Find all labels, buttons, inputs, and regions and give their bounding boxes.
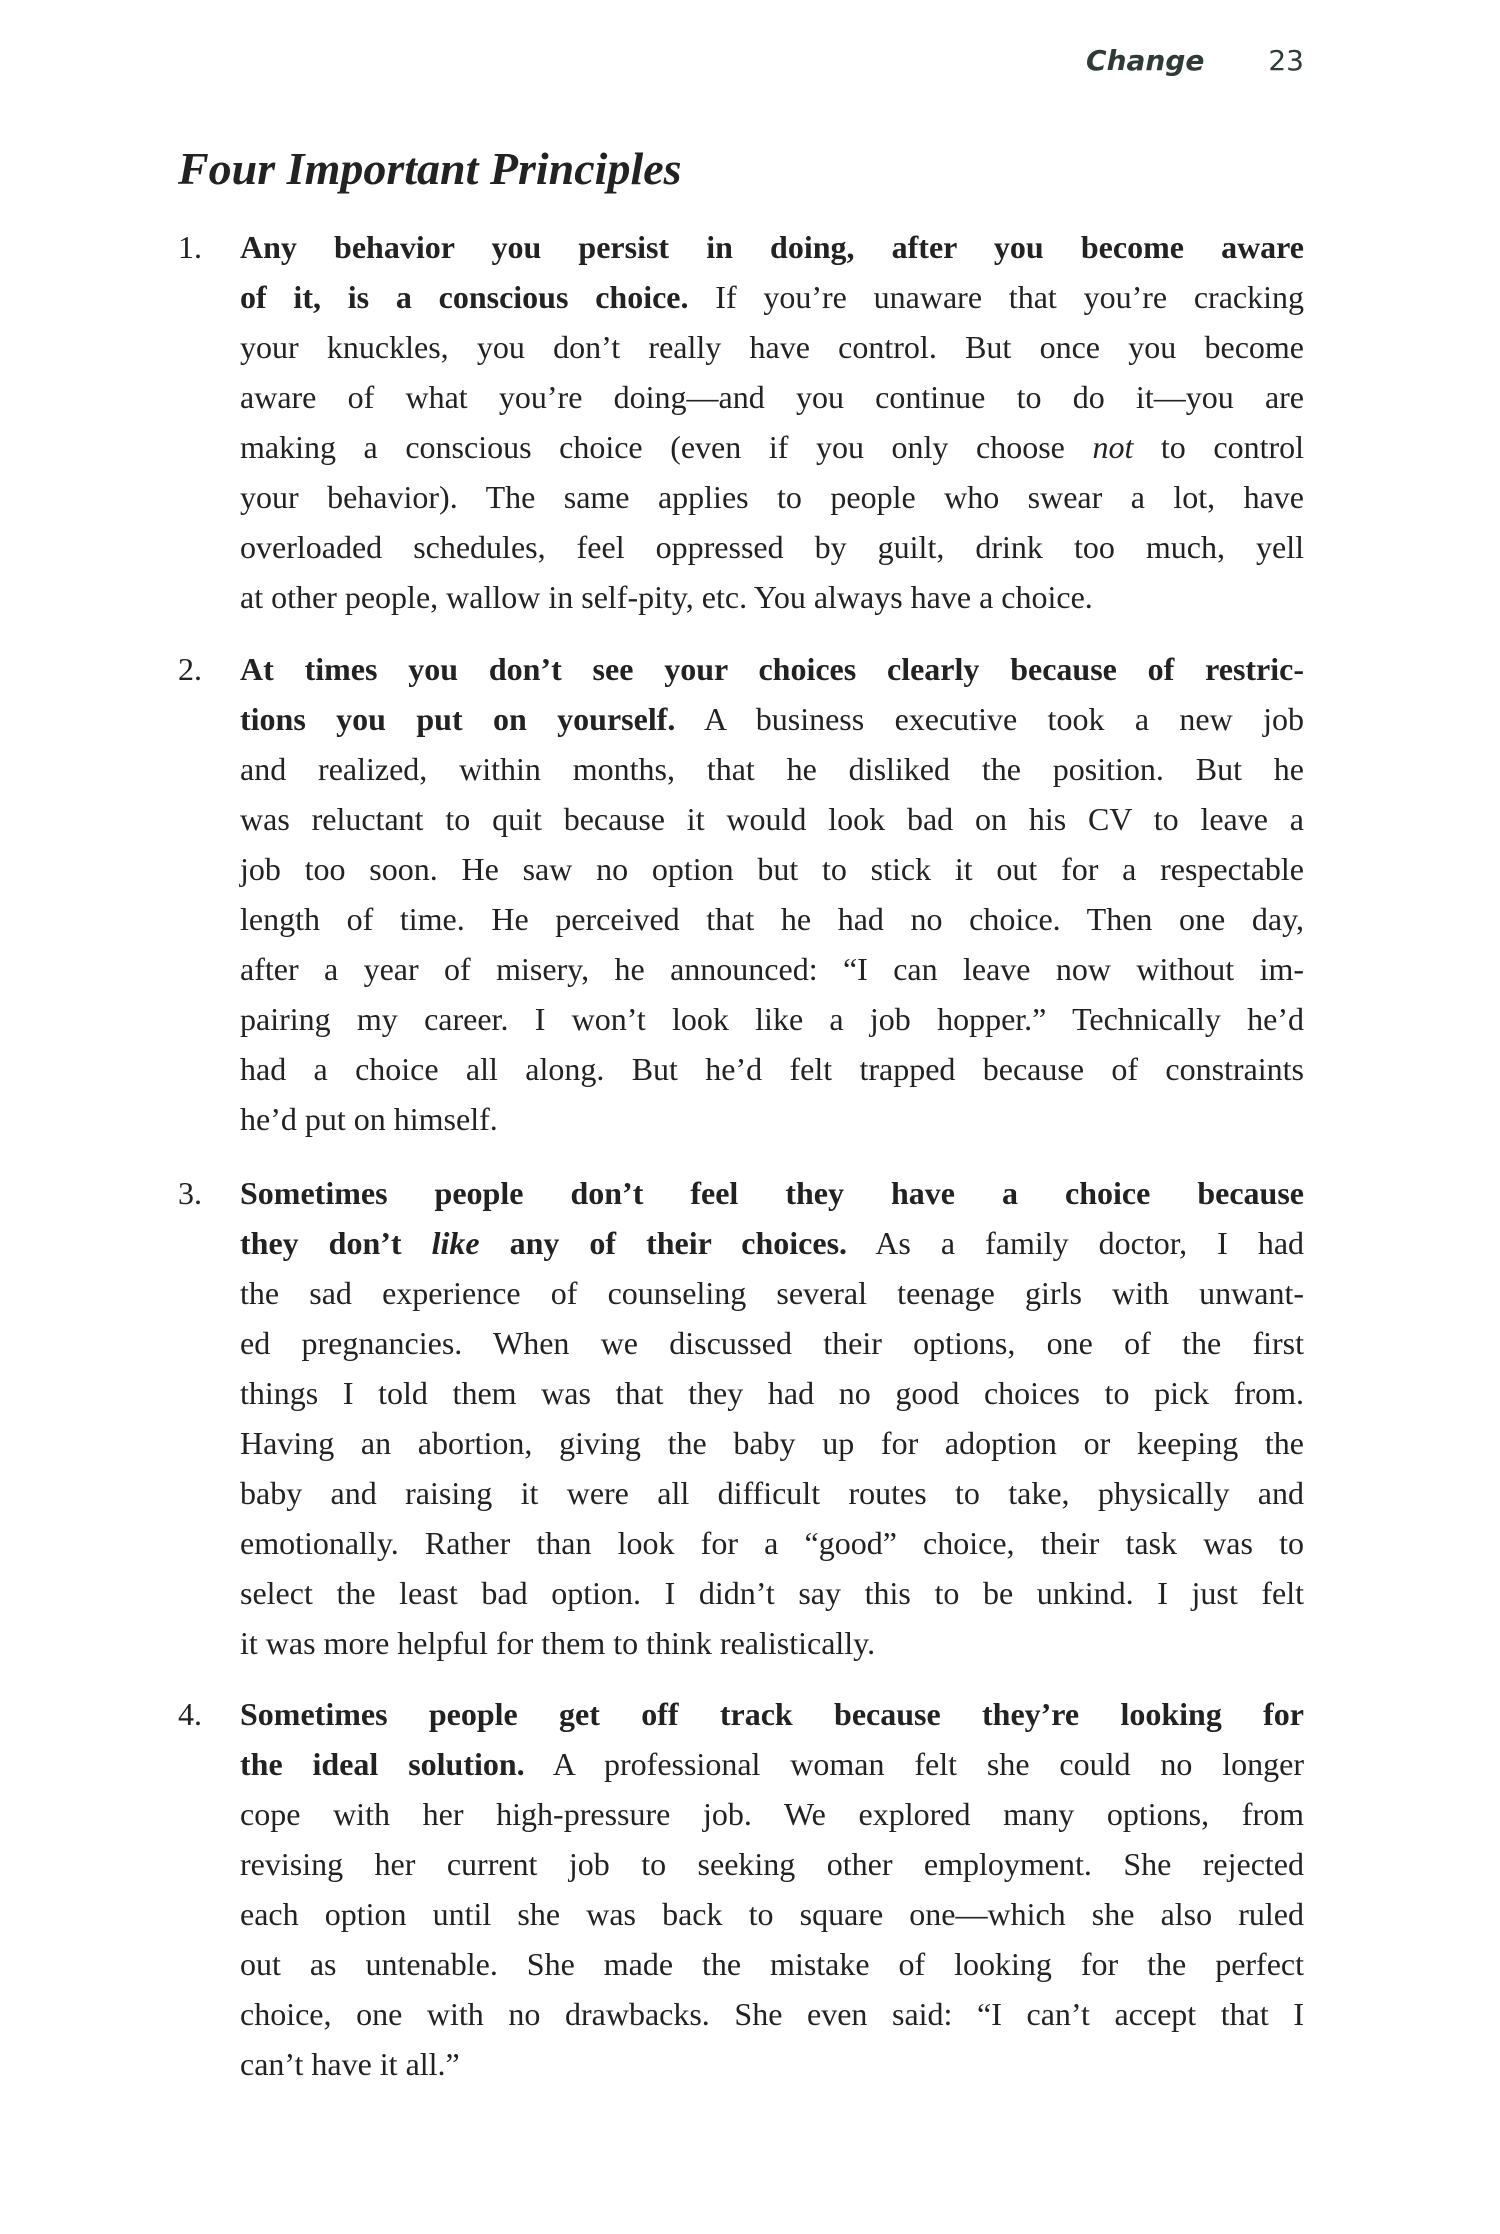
text-line — [240, 944, 1304, 994]
body-text: If you’re unaware that you’re cracking — [688, 279, 1305, 315]
body-text: revising her current job to seeking other employment. She rejected — [240, 1846, 1304, 1882]
emphasis-text: any of their choices. — [479, 1225, 848, 1261]
body-text: out as untenable. She made the mistake of looking for the perfect — [240, 1946, 1304, 1982]
text-line — [240, 1218, 1304, 1268]
body-text: pairing my career. I won’t look like a job hopper.” Technically he’d — [240, 1001, 1304, 1037]
emphasis-text: At times you don’t see your choices clearly because of restric- — [240, 651, 1304, 687]
body-text: job too soon. He saw no option but to stick it out for a respectable — [240, 851, 1304, 887]
text-line — [240, 694, 1304, 744]
text-line — [240, 1689, 1304, 1739]
body-text: select the least bad option. I didn’t say this to be unkind. I just felt — [240, 1575, 1304, 1611]
text-line — [240, 2039, 1304, 2089]
text-line — [240, 1094, 1304, 1144]
list-number: 3. — [178, 1175, 202, 1211]
text-line — [240, 994, 1304, 1044]
body-text: making a conscious choice (even if you only choose — [240, 429, 1093, 465]
text-line — [240, 272, 1304, 322]
emphasis-text: like — [431, 1225, 480, 1261]
running-header — [1086, 44, 1304, 77]
text-line — [240, 422, 1304, 472]
text-line — [240, 1418, 1304, 1468]
text-line — [240, 1739, 1304, 1789]
emphasis-text: they don’t — [240, 1225, 432, 1261]
text-line — [240, 1468, 1304, 1518]
body-text: A business executive took a new job — [675, 701, 1305, 737]
body-text: Having an abortion, giving the baby up for adoption or keeping the — [240, 1425, 1304, 1461]
emphasis-text: Any behavior you persist in doing, after you become aware — [240, 229, 1304, 265]
text-line — [240, 1518, 1304, 1568]
body-text: length of time. He perceived that he had no choice. Then one day, — [240, 901, 1304, 937]
body-text: A professional woman felt she could no longer — [524, 1746, 1304, 1782]
body-text: the sad experience of counseling several teenage girls with unwant- — [240, 1275, 1304, 1311]
text-line — [240, 1839, 1304, 1889]
body-text: he’d put on himself. — [240, 1101, 498, 1137]
text-line — [240, 844, 1304, 894]
text-line — [240, 322, 1304, 372]
text-line — [240, 1168, 1304, 1218]
text-line — [240, 1568, 1304, 1618]
text-line — [240, 1789, 1304, 1839]
text-line — [240, 1368, 1304, 1418]
body-text: As a family doctor, I had — [847, 1225, 1305, 1261]
body-text: at other people, wallow in self-pity, etc. You always have a choice. — [240, 579, 1093, 615]
body-text: emotionally. Rather than look for a “good” choice, their task was to — [240, 1525, 1304, 1561]
text-line — [240, 1889, 1304, 1939]
body-text: your behavior). The same applies to people who swear a lot, have — [240, 479, 1304, 515]
text-line — [240, 1268, 1304, 1318]
body-text: choice, one with no drawbacks. She even said: “I can’t accept that I — [240, 1996, 1304, 2032]
body-text: each option until she was back to square one—which she also ruled — [240, 1896, 1304, 1932]
emphasis-text: the ideal solution. — [240, 1746, 525, 1782]
list-number: 4. — [178, 1696, 202, 1732]
text-line — [240, 744, 1304, 794]
text-line — [240, 894, 1304, 944]
text-line — [240, 1618, 1304, 1668]
section-title: Change — [1086, 44, 1205, 77]
body-text: your knuckles, you don’t really have control. But once you become — [240, 329, 1304, 365]
body-text: was reluctant to quit because it would look bad on his CV to leave a — [240, 801, 1304, 837]
text-line — [240, 572, 1304, 622]
section-heading: Four Important Principles — [178, 143, 682, 194]
text-line — [240, 794, 1304, 844]
principle-2 — [178, 644, 1304, 1144]
text-line — [240, 644, 1304, 694]
body-text: overloaded schedules, feel oppressed by guilt, drink too much, yell — [240, 529, 1304, 565]
principle-4 — [178, 1689, 1304, 2089]
body-text: aware of what you’re doing—and you continue to do it—you are — [240, 379, 1304, 415]
body-text: after a year of misery, he announced: “I can leave now without im- — [240, 951, 1304, 987]
body-text: it was more helpful for them to think realistically. — [240, 1625, 876, 1661]
emphasis-text: of it, is a conscious choice. — [240, 279, 689, 315]
page-number: 23 — [1268, 44, 1304, 77]
text-line — [240, 522, 1304, 572]
principle-3 — [178, 1168, 1304, 1668]
text-line — [240, 1044, 1304, 1094]
text-line — [240, 222, 1304, 272]
body-text: cope with her high-pressure job. We explored many options, from — [240, 1796, 1304, 1832]
emphasis-text: not — [1092, 429, 1134, 465]
list-number: 2. — [178, 651, 202, 687]
list-number: 1. — [178, 229, 202, 265]
text-line — [240, 472, 1304, 522]
body-text: ed pregnancies. When we discussed their options, one of the first — [240, 1325, 1304, 1361]
emphasis-text: tions you put on yourself. — [240, 701, 676, 737]
text-line — [240, 1939, 1304, 1989]
body-text: can’t have it all.” — [240, 2046, 460, 2082]
body-text: had a choice all along. But he’d felt trapped because of constraints — [240, 1051, 1304, 1087]
emphasis-text: Sometimes people get off track because they’re looking for — [240, 1696, 1304, 1732]
principle-1 — [178, 222, 1304, 622]
body-text: to control — [1133, 429, 1305, 465]
body-text: baby and raising it were all difficult routes to take, physically and — [240, 1475, 1304, 1511]
text-line — [240, 372, 1304, 422]
emphasis-text: Sometimes people don’t feel they have a choice because — [240, 1175, 1304, 1211]
body-text: and realized, within months, that he disliked the position. But he — [240, 751, 1304, 787]
text-line — [240, 1989, 1304, 2039]
text-line — [240, 1318, 1304, 1368]
body-text: things I told them was that they had no good choices to pick from. — [240, 1375, 1304, 1411]
